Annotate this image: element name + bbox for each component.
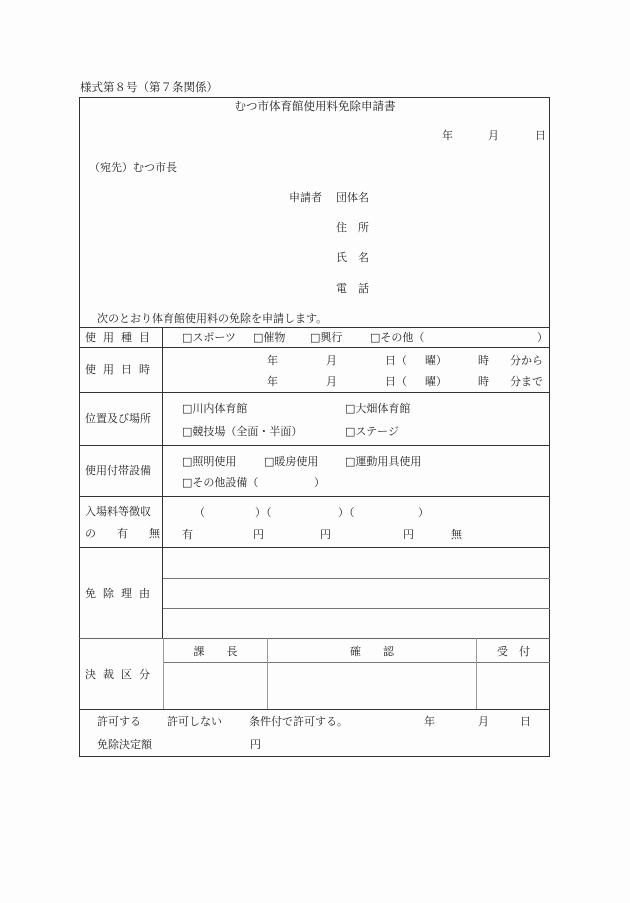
decision-year: 年 — [424, 715, 435, 728]
decision-conditional[interactable]: 条件付で許可する。 — [249, 715, 348, 728]
addressee: （宛先）むつ市長 — [89, 161, 177, 174]
end-day[interactable]: 日（ — [385, 375, 407, 388]
applicant-field-group-name[interactable]: 団体名 — [336, 191, 369, 204]
form-title: むつ市体育館使用料免除申請書 — [234, 99, 396, 113]
admission-yes[interactable]: 有 — [182, 528, 193, 541]
checkbox-other-equipment[interactable]: □その他設備（ — [182, 476, 259, 489]
equipment-label: 使用付帯設備 — [85, 464, 151, 477]
equipment-close-paren: ） — [314, 476, 325, 489]
divider — [79, 327, 550, 328]
start-day[interactable]: 日（ — [385, 354, 407, 367]
end-month[interactable]: 月 — [326, 375, 337, 388]
divider — [79, 709, 550, 710]
usage-type-label: 使用種目 — [85, 331, 157, 344]
form-reference: 様式第８号（第７条関係） — [80, 80, 218, 94]
approval-col-confirmation: 確 認 — [350, 645, 394, 658]
date-year-label: 年 — [442, 129, 453, 142]
end-weekday[interactable]: 曜） — [425, 375, 447, 388]
checkbox-show[interactable]: □興行 — [310, 331, 343, 344]
date-day-label: 日 — [535, 129, 546, 142]
admission-label-line2: の 有 無 — [85, 527, 165, 540]
admission-yen-1[interactable]: 円 — [253, 528, 264, 541]
applicant-field-name[interactable]: 氏 名 — [336, 251, 369, 264]
applicant-field-address[interactable]: 住 所 — [336, 221, 369, 234]
checkbox-heating[interactable]: □暖房使用 — [264, 455, 319, 468]
reason-line-2-field[interactable] — [165, 580, 548, 606]
divider — [79, 496, 550, 497]
intro-text: 次のとおり体育館使用料の免除を申請します。 — [97, 312, 328, 325]
other-close-paren: ） — [537, 331, 548, 344]
reason-line — [163, 608, 550, 609]
decision-month: 月 — [478, 715, 489, 728]
checkbox-kawauchi-gym[interactable]: □川内体育館 — [182, 402, 248, 415]
end-minute[interactable]: 分まで — [510, 375, 543, 388]
checkbox-stage[interactable]: □ステージ — [345, 425, 399, 438]
usage-datetime-label: 使用日時 — [85, 363, 157, 376]
checkbox-event[interactable]: □催物 — [253, 331, 286, 344]
approval-header-line — [163, 662, 550, 663]
divider — [79, 445, 550, 446]
divider — [79, 638, 550, 639]
approval-label: 決裁区分 — [85, 668, 157, 681]
start-hour[interactable]: 時 — [478, 354, 489, 367]
exemption-amount-label: 免除決定額 — [97, 738, 152, 751]
start-minute[interactable]: 分から — [510, 354, 543, 367]
admission-yen-2[interactable]: 円 — [320, 528, 331, 541]
approval-col-reception: 受 付 — [497, 645, 530, 658]
admission-paren-2: ）（ — [255, 506, 272, 519]
approval-col-section-chief: 課 長 — [193, 645, 238, 658]
checkbox-lighting[interactable]: □照明使用 — [182, 455, 237, 468]
end-hour[interactable]: 時 — [478, 375, 489, 388]
checkbox-other[interactable]: □その他（ — [370, 331, 425, 344]
reason-line — [163, 578, 550, 579]
date-month-label: 月 — [488, 129, 499, 142]
exemption-amount-unit: 円 — [250, 738, 261, 751]
start-weekday[interactable]: 曜） — [425, 354, 447, 367]
divider — [79, 392, 550, 393]
admission-paren-1: （ — [194, 506, 205, 519]
reason-line-1-field[interactable] — [165, 550, 548, 576]
decision-reject[interactable]: 許可しない — [167, 715, 222, 728]
checkbox-arena[interactable]: □競技場（全面・半面） — [182, 425, 303, 438]
divider — [79, 547, 550, 548]
checkbox-ohata-gym[interactable]: □大畑体育館 — [345, 402, 411, 415]
checkbox-sports[interactable]: □スポーツ — [182, 331, 236, 344]
decision-approve[interactable]: 許可する — [97, 715, 141, 728]
divider — [79, 347, 550, 348]
start-year[interactable]: 年 — [267, 354, 278, 367]
decision-day: 日 — [520, 715, 531, 728]
applicant-field-phone[interactable]: 電 話 — [336, 282, 369, 295]
location-label: 位置及び場所 — [85, 412, 151, 425]
start-month[interactable]: 月 — [326, 354, 337, 367]
admission-paren-4: ） — [418, 506, 429, 519]
reason-label: 免除理由 — [85, 587, 157, 600]
end-year[interactable]: 年 — [267, 375, 278, 388]
reason-line-3-field[interactable] — [165, 610, 548, 636]
label-column-divider — [162, 327, 163, 638]
admission-no[interactable]: 無 — [451, 528, 462, 541]
applicant-label: 申請者 — [289, 191, 322, 204]
checkbox-sports-equipment[interactable]: □運動用具使用 — [345, 455, 422, 468]
admission-yen-3[interactable]: 円 — [403, 528, 414, 541]
admission-label-line1: 入場料等徴収 — [85, 505, 151, 518]
admission-paren-3: ）（ — [338, 506, 355, 519]
